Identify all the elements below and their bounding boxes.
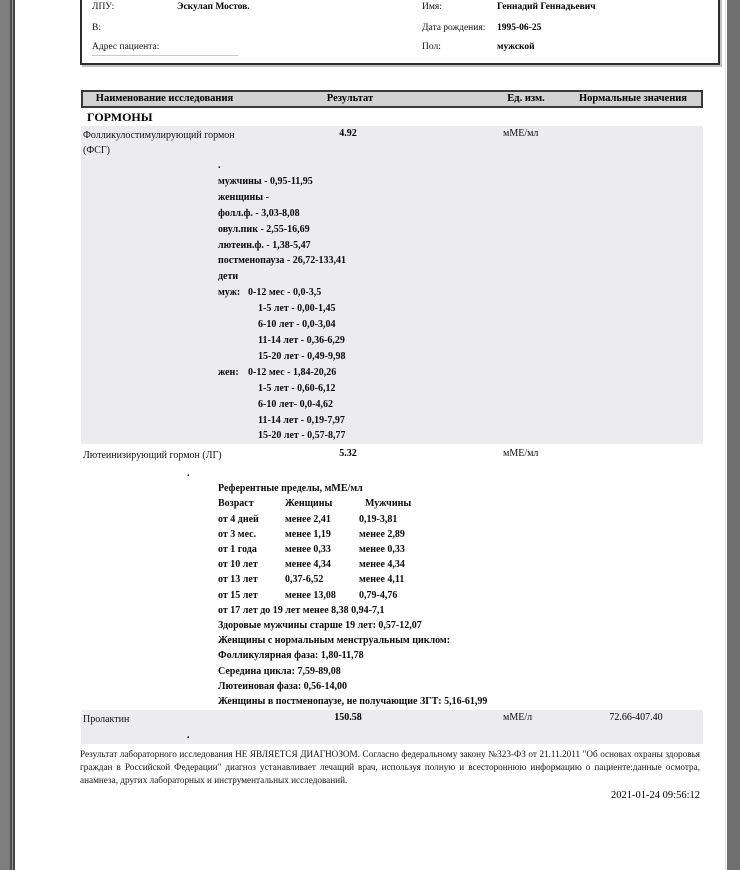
lh-ref-men-value: менее 2,89 bbox=[359, 528, 405, 540]
results-table bbox=[81, 90, 703, 744]
fsh-unit: мМЕ/мл bbox=[503, 128, 539, 139]
lh-ref-table-row bbox=[218, 527, 703, 542]
fsh-ref-line: 6-10 лет - 0,0-3,04 bbox=[258, 319, 336, 331]
fsh-ref-line: фолл.ф. - 3,03-8,08 bbox=[218, 207, 300, 219]
lh-ref-men-value: 0,79-4,76 bbox=[359, 589, 398, 601]
fsh-male-label: муж: bbox=[218, 287, 241, 299]
lh-unit: мМЕ/мл bbox=[503, 448, 539, 459]
lh-ref-dot: . bbox=[187, 468, 190, 479]
lh-ref-table-row bbox=[218, 588, 703, 603]
fsh-ref-line: лютеин.ф. - 1,38-5,47 bbox=[218, 239, 311, 251]
lh-ref-table-row bbox=[218, 557, 703, 572]
lh-ref-age: от 13 лет bbox=[218, 574, 258, 586]
prolactin-ref-dot: . bbox=[187, 730, 190, 741]
lh-ref-col-age: Возраст bbox=[218, 498, 254, 510]
lh-ref-age: от 4 дней bbox=[218, 513, 259, 525]
lh-ref-col-women: Женщины bbox=[285, 498, 333, 510]
lh-ref-line: Лютеиновая фаза: 0,56-14,00 bbox=[218, 680, 347, 692]
left-gutter bbox=[0, 0, 10, 870]
col-header-name: Наименование исследования bbox=[95, 93, 234, 104]
lh-result: 5.32 bbox=[339, 448, 357, 459]
lh-ref-table-header bbox=[218, 496, 703, 511]
lh-ref-men-value: 0,19-3,81 bbox=[359, 513, 398, 525]
col-header-normal: Нормальные значения bbox=[579, 93, 687, 104]
lh-ref-women-value: 0,37-6,52 bbox=[285, 574, 324, 586]
fsh-ref-line: 15-20 лет - 0,57-8,77 bbox=[258, 430, 346, 442]
fsh-ref-line: 0-12 мес - 0,0-3,5 bbox=[248, 287, 322, 299]
fsh-ref-line: овул.пик - 2,55-16,69 bbox=[218, 223, 310, 235]
lh-name: Лютеинизирующий гормон (ЛГ) bbox=[83, 450, 222, 461]
patient-info-box bbox=[80, 0, 720, 65]
lh-ref-table-row bbox=[218, 542, 703, 557]
address-underline bbox=[92, 55, 238, 56]
fsh-name: Фолликулостимулирующий гормон (ФСГ) bbox=[83, 130, 235, 156]
lh-ref-line: Здоровые мужчины старше 19 лет: 0,57-12,07 bbox=[218, 620, 422, 632]
fsh-ref-line: мужчины - 0,95-11,95 bbox=[218, 175, 313, 187]
lh-ref-women-value: менее 0,33 bbox=[285, 544, 331, 556]
fsh-ref-line: 11-14 лет - 0,36-6,29 bbox=[258, 334, 345, 346]
lh-reference-block bbox=[81, 466, 703, 709]
lh-ref-age: от 3 мес. bbox=[218, 528, 257, 540]
fsh-female-label: жен: bbox=[218, 366, 239, 378]
fsh-ref-line: 1-5 лет - 0,60-6,12 bbox=[258, 382, 336, 394]
col-header-result: Результат bbox=[326, 93, 374, 104]
table-header-row bbox=[81, 90, 703, 108]
page-left-border-inner bbox=[13, 0, 15, 870]
lh-ref-line: от 17 лет до 19 лет менее 8,38 0,94-7,1 bbox=[218, 604, 385, 616]
page-right-separator bbox=[725, 0, 726, 870]
lh-ref-women-value: менее 2,41 bbox=[285, 513, 331, 525]
lh-ref-col-men: Мужчины bbox=[365, 498, 412, 510]
lh-ref-line: Середина цикла: 7,59-89,08 bbox=[218, 665, 341, 677]
lh-ref-title: Референтные пределы, мМЕ/мл bbox=[218, 483, 363, 495]
fsh-reference-block bbox=[81, 158, 703, 444]
lh-ref-table-row bbox=[218, 572, 703, 587]
lh-ref-table-row bbox=[218, 512, 703, 527]
lh-ref-age: от 10 лет bbox=[218, 559, 258, 571]
fsh-result: 4.92 bbox=[339, 128, 357, 139]
birth-value: 1995-06-25 bbox=[497, 23, 542, 33]
lh-ref-age: от 1 года bbox=[218, 544, 257, 556]
lh-ref-women-value: менее 1,19 bbox=[285, 528, 331, 540]
sex-value: мужской bbox=[497, 42, 535, 52]
fsh-ref-line: 0-12 мес - 1,84-20,26 bbox=[248, 366, 337, 378]
address-label: Адрес пациента: bbox=[92, 42, 160, 52]
prolactin-unit: мМЕ/л bbox=[503, 712, 533, 723]
fsh-ref-line: 1-5 лет - 0,00-1,45 bbox=[258, 303, 336, 315]
lh-ref-men-value: менее 4,34 bbox=[359, 559, 405, 571]
name-value: Геннадий Геннадьевич bbox=[497, 2, 596, 12]
lh-ref-women-value: менее 4,34 bbox=[285, 559, 331, 571]
section-hormones: ГОРМОНЫ bbox=[87, 110, 153, 124]
fsh-ref-male-group bbox=[218, 285, 703, 301]
prolactin-name: Пролактин bbox=[83, 714, 130, 725]
lh-ref-line: Женщины в постменопаузе, не получающие ЗГТ: 5,16-61,99 bbox=[218, 696, 488, 708]
lpu-label: ЛПУ: bbox=[92, 2, 115, 12]
disclaimer-text: Результат лабораторного исследования НЕ ЯВЛЯЕТСЯ ДИАГНОЗОМ. Согласно федеральному закону №323-ФЗ от 21.11.2011 "Об основах охраны здоровья граждан в Российской Федерации" диагноз устанавливает лечащий врач, используя полную и всестороннюю информацию о пациенте:данные осмотра, анамнеза, других лабораторных и инструментальных исследований. bbox=[80, 749, 700, 785]
sex-label: Пол: bbox=[422, 42, 441, 52]
fsh-ref-line: 11-14 лет - 0,19-7,97 bbox=[258, 414, 345, 426]
prolactin-result: 150.58 bbox=[334, 712, 362, 723]
fsh-ref-line: дети bbox=[218, 271, 239, 283]
fsh-ref-female-group bbox=[218, 365, 703, 381]
v-label: В: bbox=[92, 23, 101, 33]
fsh-ref-line: постменопауза - 26,72-133,41 bbox=[218, 255, 347, 267]
lh-ref-men-value: менее 4,11 bbox=[359, 574, 405, 586]
row-prolactin bbox=[81, 710, 703, 744]
lh-ref-age: от 15 лет bbox=[218, 589, 258, 601]
fsh-ref-line: 6-10 лет- 0,0-4,62 bbox=[258, 398, 333, 410]
lh-ref-men-value: менее 0,33 bbox=[359, 544, 405, 556]
row-fsh bbox=[81, 126, 703, 444]
lh-ref-line: Женщины с нормальным менструальным циклом: bbox=[218, 635, 451, 647]
lh-ref-line: Фолликулярная фаза: 1,80-11,78 bbox=[218, 650, 364, 662]
fsh-ref-line: женщины - bbox=[218, 191, 269, 203]
lpu-value: Эскулап Мостов. bbox=[177, 2, 250, 12]
lh-ref-women-value: менее 13,08 bbox=[285, 589, 336, 601]
row-lh bbox=[81, 444, 703, 710]
name-label: Имя: bbox=[422, 2, 442, 12]
fsh-ref-line: 15-20 лет - 0,49-9,98 bbox=[258, 350, 346, 362]
report-timestamp: 2021-01-24 09:56:12 bbox=[611, 790, 700, 801]
right-gutter bbox=[727, 0, 740, 870]
fsh-ref-dot: . bbox=[218, 160, 221, 171]
col-header-unit: Ед. изм. bbox=[507, 93, 545, 104]
prolactin-normal-range: 72.66-407.40 bbox=[609, 712, 663, 723]
birth-label: Дата рождения: bbox=[422, 23, 486, 33]
